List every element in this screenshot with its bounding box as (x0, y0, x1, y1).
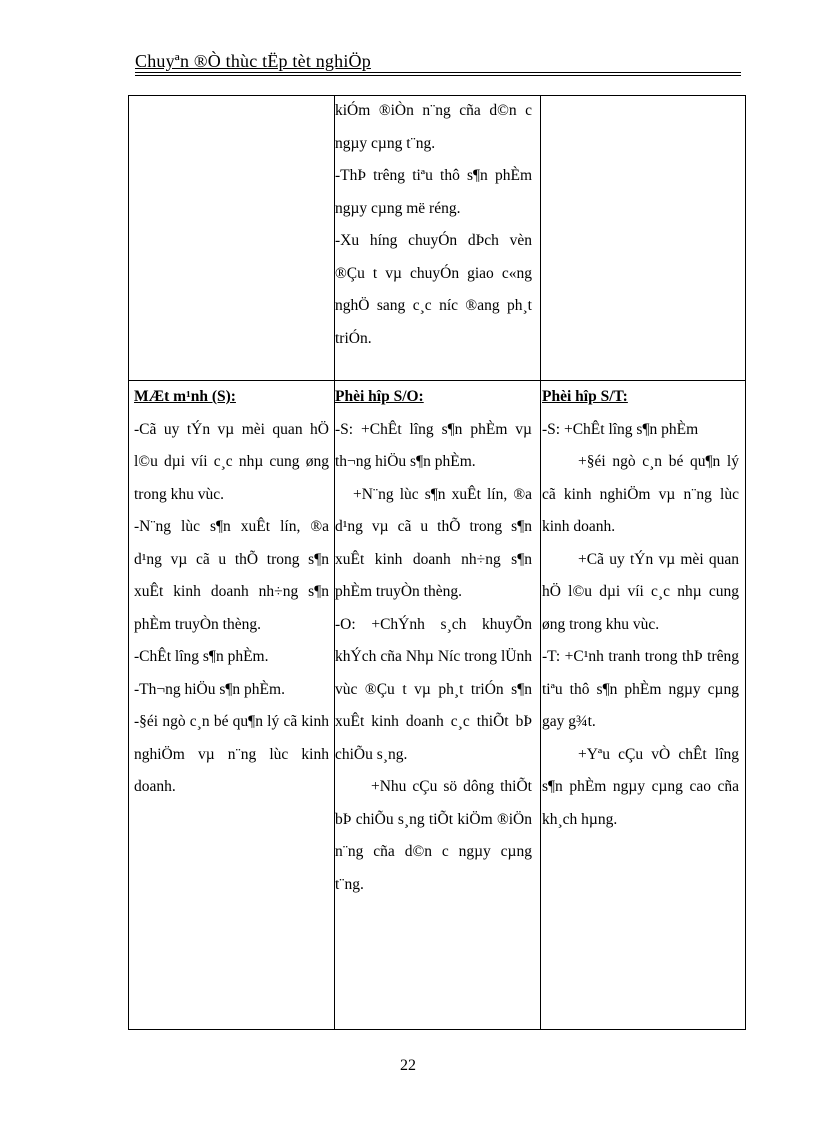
cell-paragraph: -Xu híng chuyÓn dÞch vèn ®Çu t vµ chuyÓn giao c«ng nghÖ sang c¸c níc ®ang ph¸t triÓn. (335, 232, 532, 347)
cell-paragraph: -ChÊt lîng s¶n phÈm. (134, 648, 269, 665)
cell-paragraph: +Cã uy tÝn vµ mèi quan hÖ l©u dµi víi c¸c nhµ cung øng trong khu vùc. (542, 550, 739, 633)
cell-paragraph: -S: +ChÊt lîng s¶n phÈm (542, 420, 699, 438)
table-divider-2 (540, 95, 541, 1030)
cell-paragraph: -S: +ChÊt lîng s¶n phÈm vµ th¬ng hiÖu s¶n phÈm. (335, 420, 532, 470)
table-border-right (745, 95, 746, 1030)
cell-paragraph: -T: +C¹nh tranh trong thÞ trêng tiªu thô s¶n phÈm ngµy cµng gay g¾t. (542, 648, 739, 730)
strengths-heading: MÆt m¹nh (S): (134, 388, 236, 405)
cell-paragraph: -Th¬ng hiÖu s¶n phÈm. (134, 680, 285, 698)
so-heading: Phèi hîp S/O: (335, 388, 424, 405)
cell-paragraph: +Nhu cÇu sö dông thiÕt bÞ chiÕu s¸ng tiÕt kiÖm ®iÖn n¨ng cña d©n c ngµy cµng t¨ng. (335, 778, 532, 893)
cell-paragraph: +N¨ng lùc s¶n xuÊt lín, ®a d¹ng vµ cã u thÕ trong s¶n xuÊt kinh doanh nh÷ng s¶n phÈm truyÒn thèng. (335, 485, 532, 600)
page-header (135, 50, 741, 72)
cell-paragraph: -N¨ng lùc s¶n xuÊt lín, ®a d¹ng vµ cã u thÕ trong s¶n xuÊt kinh doanh nh÷ng s¶n phÈm truyÒn thèng. (134, 518, 329, 633)
top-row-opportunities-cell (335, 95, 532, 355)
cell-paragraph: kiÓm ®iÒn n¨ng cña d©n c ngµy cµng t¨ng. (335, 102, 532, 152)
table-border-bottom (128, 1029, 746, 1030)
cell-paragraph: +§éi ngò c¸n bé qu¶n lý cã kinh nghiÖm vµ n¨ng lùc kinh doanh. (542, 453, 739, 535)
strengths-cell (134, 381, 329, 804)
cell-paragraph: -Cã uy tÝn vµ mèi quan hÖ l©u dµi víi c¸c nhµ cung øng trong khu vùc. (134, 420, 329, 503)
cell-paragraph: -ThÞ trêng tiªu thô s¶n phÈm ngµy cµng më réng. (335, 167, 532, 217)
table-border-left (128, 95, 129, 1030)
cell-paragraph: +Yªu cÇu vÒ chÊt lîng s¶n phÈm ngµy cµng cao cña kh¸ch hµng. (542, 745, 739, 828)
page-number: 22 (400, 1057, 416, 1074)
header-rule-bottom (135, 75, 741, 76)
document-title: Chuyªn ®Ò thùc tËp tèt nghiÖp (135, 51, 371, 71)
cell-paragraph: -§éi ngò c¸n bé qu¶n lý cã kinh nghiÖm vµ n¨ng lùc kinh doanh. (134, 713, 329, 795)
header-rule-top (135, 72, 741, 73)
so-strategy-cell (335, 381, 532, 901)
cell-paragraph: -O: +ChÝnh s¸ch khuyÕn khÝch cña Nhµ Níc trong lÜnh vùc ®Çu t vµ ph¸t triÓn s¶n xuÊt kinh doanh c¸c thiÕt bÞ chiÕu s¸ng. (335, 615, 532, 763)
st-heading: Phèi hîp S/T: (542, 388, 628, 405)
swot-table (128, 95, 746, 1030)
st-strategy-cell (542, 381, 739, 836)
